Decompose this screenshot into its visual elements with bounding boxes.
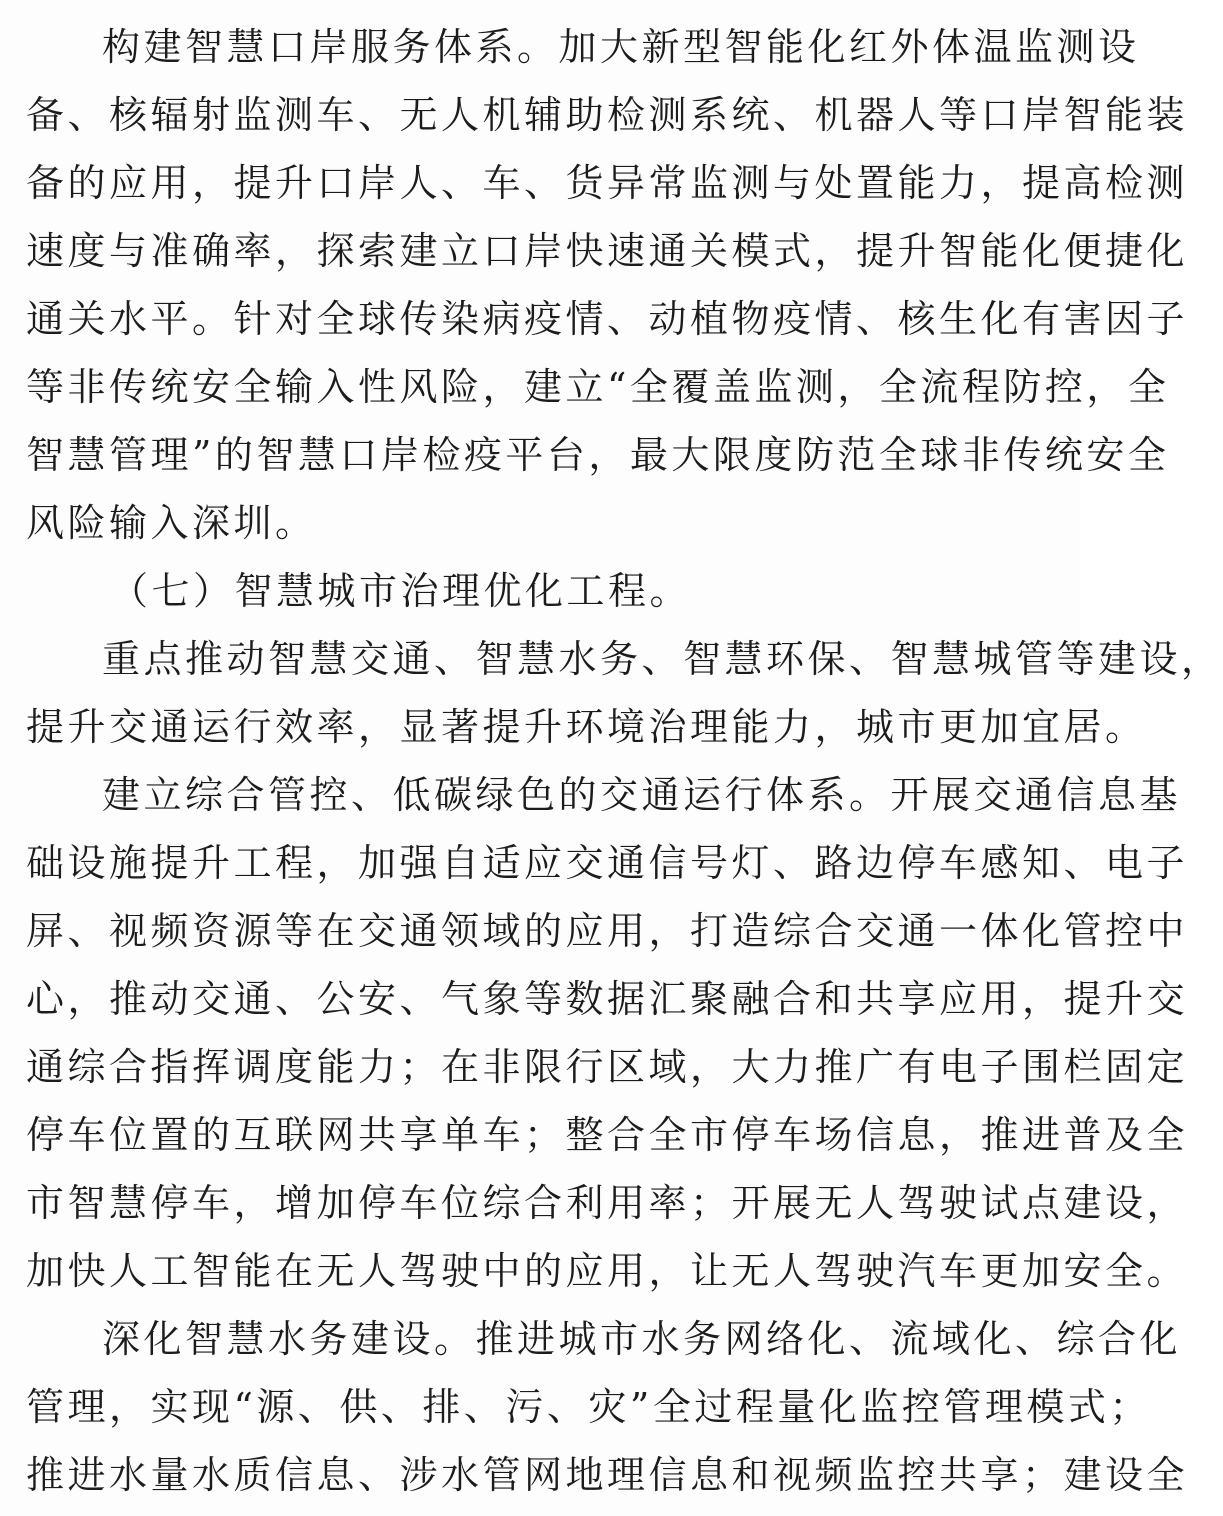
text-line-6: 等非传统安全输入性风险，建立“全覆盖监测，全流程防控，全 [26, 365, 1170, 409]
text-line-17: 停车位置的互联网共享单车；整合全市停车场信息，推进普及全 [26, 1113, 1189, 1157]
text-line-10: 重点推动智慧交通、智慧水务、智慧环保、智慧城管等建设， [102, 637, 1223, 681]
text-line-7: 智慧管理”的智慧口岸检疫平台，最大限度防范全球非传统安全 [26, 433, 1170, 477]
section-heading: （七）智慧城市治理优化工程。 [110, 569, 692, 613]
text-line-20: 深化智慧水务建设。推进城市水务网络化、流域化、综合化 [102, 1317, 1182, 1361]
text-line-5: 通关水平。针对全球传染病疫情、动植物疫情、核生化有害因子 [26, 297, 1189, 341]
text-line-22: 推进水量水质信息、涉水管网地理信息和视频监控共享；建设全 [26, 1453, 1189, 1497]
text-line-4: 速度与准确率，探索建立口岸快速通关模式，提升智能化便捷化 [26, 229, 1189, 273]
text-line-3: 备的应用，提升口岸人、车、货异常监测与处置能力，提高检测 [26, 161, 1189, 205]
text-line-11: 提升交通运行效率，显著提升环境治理能力，城市更加宜居。 [26, 705, 1147, 749]
text-line-12: 建立综合管控、低碳绿色的交通运行体系。开展交通信息基 [102, 773, 1182, 817]
text-line-13: 础设施提升工程，加强自适应交通信号灯、路边停车感知、电子 [26, 841, 1189, 885]
text-line-8: 风险输入深圳。 [26, 501, 317, 545]
text-line-14: 屏、视频资源等在交通领域的应用，打造综合交通一体化管控中 [26, 909, 1189, 953]
text-line-19: 加快人工智能在无人驾驶中的应用，让无人驾驶汽车更加安全。 [26, 1249, 1189, 1293]
text-line-21: 管理，实现“源、供、排、污、灾”全过程量化监控管理模式； [26, 1385, 1151, 1429]
text-line-1: 构建智慧口岸服务体系。加大新型智能化红外体温监测设 [102, 25, 1140, 69]
text-line-16: 通综合指挥调度能力；在非限行区域，大力推广有电子围栏固定 [26, 1045, 1189, 1089]
text-line-15: 心，推动交通、公安、气象等数据汇聚融合和共享应用，提升交 [26, 977, 1189, 1021]
text-line-2: 备、核辐射监测车、无人机辅助检测系统、机器人等口岸智能装 [26, 93, 1189, 137]
text-line-18: 市智慧停车，增加停车位综合利用率；开展无人驾驶试点建设， [26, 1181, 1189, 1225]
